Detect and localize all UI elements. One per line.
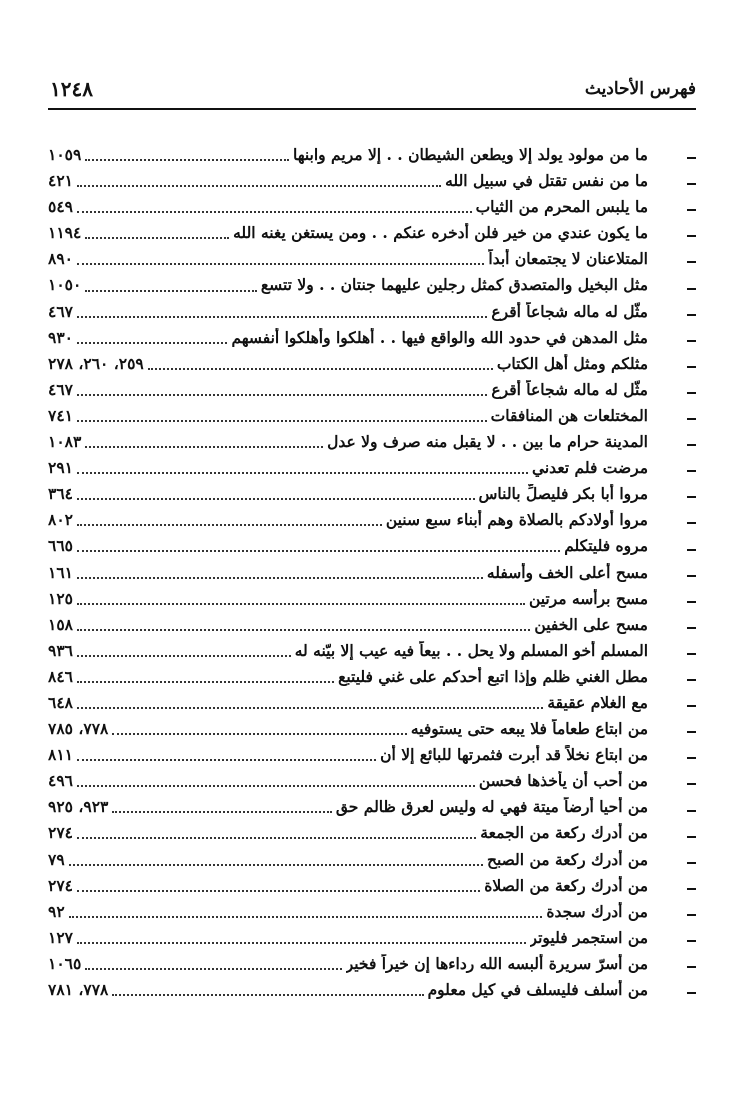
entry-text: من ابتاع طعاماً فلا يبعه حتى يستوفيه: [410, 719, 648, 739]
entry-dash: [652, 406, 696, 432]
entry-text: من أسلف فليسلف في كيل معلوم: [427, 980, 648, 999]
dot-leader: [77, 338, 227, 344]
entry-text: مثل البخيل والمتصدق كمثل رجلين عليهما جنتان . . ولا تتسع: [260, 275, 648, 295]
dot-leader: [112, 990, 423, 996]
dot-leader: [85, 155, 289, 161]
index-entry: [48, 797, 648, 823]
index-entry: [48, 406, 648, 432]
entry-dash: [652, 693, 696, 719]
entry-text: من أسرّ سريرة ألبسه الله رداءها إن خيراً فخير: [345, 953, 648, 973]
dot-leader: [77, 886, 480, 892]
index-entry: [48, 980, 648, 1006]
entry-reference-numbers: ٥٤٩: [48, 197, 73, 217]
entry-text: مسح أعلى الخف وأسفله: [486, 562, 648, 582]
dot-leader: [77, 390, 487, 396]
entry-dash: [652, 302, 696, 328]
dot-leader: [77, 546, 560, 552]
entry-text: مروا أولادكم بالصلاة وهم أبناء سبع سنين: [385, 510, 648, 530]
entry-dash: [652, 276, 696, 302]
entry-dash: [652, 850, 696, 876]
entry-text: من أدرك سجدة: [546, 901, 648, 921]
entry-text: المختلعات هن المنافقات: [490, 405, 648, 425]
entry-dash: [652, 563, 696, 589]
entry-reference-numbers: ٧٩: [48, 849, 65, 869]
dot-leader: [85, 286, 257, 292]
entry-text: المتلاعنان لا يجتمعان أبداً: [488, 249, 648, 269]
entry-text: من أدرك ركعة من الجمعة: [480, 823, 648, 843]
dot-leader: [77, 651, 291, 657]
dot-leader: [77, 781, 475, 787]
entry-reference-numbers: ١٠٥٩: [48, 145, 82, 164]
dot-leader: [77, 207, 472, 213]
entry-dash: [652, 510, 696, 536]
entry-reference-numbers: ٩٢: [48, 901, 65, 921]
dot-leader: [77, 259, 484, 265]
entry-reference-numbers: ١٠٨٣: [48, 432, 82, 452]
entry-text: ما من مولود يولد إلا ويطعن الشيطان . . إلا مريم وابنها: [293, 145, 648, 164]
index-entry: [48, 850, 648, 876]
dot-leader: [112, 729, 406, 735]
entry-text: مروه فليتكلم: [564, 536, 648, 556]
index-entry: [48, 458, 648, 484]
dot-leader: [69, 912, 543, 918]
dot-leader: [77, 833, 476, 839]
index-entry: [48, 823, 648, 849]
index-entry: [48, 719, 648, 745]
entry-dash: [652, 145, 696, 171]
entry-reference-numbers: ٤٦٧: [48, 301, 73, 321]
hadith-index-list: [48, 145, 648, 1006]
index-entry: [48, 145, 648, 171]
entry-text: مثّل له ماله شجاعاً أقرع: [491, 301, 648, 321]
entry-text: مسح برأسه مرتين: [528, 588, 648, 608]
entry-text: مروا أبا بكر فليصلِّ بالناس: [478, 484, 648, 504]
entry-reference-numbers: ٧٧٨، ٧٨١: [48, 980, 109, 999]
dot-leader: [112, 807, 331, 813]
entry-dash: [652, 641, 696, 667]
index-entry: [48, 275, 648, 301]
dot-leader: [77, 573, 483, 579]
entry-reference-numbers: ٢٧٤: [48, 823, 73, 843]
entry-dash: [652, 380, 696, 406]
entry-reference-numbers: ٨٠٢: [48, 510, 73, 530]
dot-leader: [85, 442, 323, 448]
entry-dash: [652, 667, 696, 693]
dot-leader: [77, 312, 487, 318]
page-number: ١٢٤٨: [50, 77, 93, 101]
dot-leader: [77, 625, 530, 631]
index-entry: [48, 249, 648, 275]
dot-leader: [148, 364, 493, 370]
entry-reference-numbers: ١٦١: [48, 562, 73, 582]
entry-text: من أحب أن يأخذها فحسن: [478, 771, 648, 791]
index-entry: [48, 745, 648, 771]
entry-text: المسلم أخو المسلم ولا يحل . . بيعاً فيه عيب إلا بيّنه له: [294, 640, 648, 660]
entry-reference-numbers: ١٠٥٠: [48, 275, 82, 295]
entry-reference-numbers: ١١٩٤: [48, 223, 82, 243]
entry-reference-numbers: ٨٩٠: [48, 249, 73, 269]
entry-reference-numbers: ٨٤٦: [48, 666, 73, 686]
index-entry: [48, 380, 648, 406]
entry-reference-numbers: ٣٦٤: [48, 484, 73, 504]
entry-text: مع الغلام عقيقة: [547, 692, 648, 712]
entry-dash: [652, 354, 696, 380]
entry-text: المدينة حرام ما بين . . لا يقبل منه صرف ولا عدل: [327, 432, 648, 452]
entry-reference-numbers: ١٢٧: [48, 927, 73, 947]
entry-reference-numbers: ٧٤١: [48, 405, 73, 425]
entry-text: مسح على الخفين: [534, 614, 648, 634]
index-entry: [48, 354, 648, 380]
entry-dash: [652, 876, 696, 902]
entry-reference-numbers: ٢٩١: [48, 458, 73, 478]
entry-dash: [652, 484, 696, 510]
entry-text: مطل الغني ظلم وإذا اتبع أحدكم على غني فليتبع: [338, 666, 648, 686]
dot-leader: [77, 416, 487, 422]
entry-dash: [652, 928, 696, 954]
index-title: فهرس الأحاديث: [584, 79, 696, 99]
entry-reference-numbers: ٩٣٠: [48, 327, 73, 347]
entry-dash: [652, 328, 696, 354]
index-entry: [48, 563, 648, 589]
index-entry: [48, 954, 648, 980]
entry-dash: [652, 197, 696, 223]
entry-dash: [652, 954, 696, 980]
entry-reference-numbers: ٧٧٨، ٧٨٥: [48, 719, 109, 739]
entry-dash: [652, 745, 696, 771]
entry-reference-numbers: ٦٤٨: [48, 692, 73, 712]
entry-reference-numbers: ٤٢١: [48, 171, 73, 191]
entry-text: ما يكون عندي من خير فلن أدخره عنكم . . ومن يستغن يغنه الله: [233, 223, 648, 243]
index-entry: [48, 876, 648, 902]
index-entry: [48, 171, 648, 197]
entry-text: من أدرك ركعة من الصلاة: [484, 875, 648, 895]
entry-dash: [652, 615, 696, 641]
entry-reference-numbers: ٤٩٦: [48, 771, 73, 791]
index-entry: [48, 223, 648, 249]
dot-leader: [77, 181, 441, 187]
index-entry: [48, 589, 648, 615]
entry-reference-numbers: ٨١١: [48, 745, 73, 765]
entry-reference-numbers: ٢٧٤: [48, 875, 73, 895]
entry-text: ما يلبس المحرم من الثياب: [475, 197, 648, 217]
entry-text: من أدرك ركعة من الصبح: [486, 849, 648, 869]
dot-leader: [85, 233, 229, 239]
index-entry: [48, 536, 648, 562]
index-entry: [48, 902, 648, 928]
dot-leader: [77, 599, 525, 605]
entry-dash: [652, 537, 696, 563]
dot-leader: [85, 964, 341, 970]
index-entry: [48, 328, 648, 354]
entry-text: مرضت فلم تعدني: [531, 458, 648, 478]
dot-leader: [77, 677, 334, 683]
index-entry: [48, 771, 648, 797]
dot-leader: [77, 755, 376, 761]
entry-dash: [652, 824, 696, 850]
entry-dash: [652, 980, 696, 1006]
entry-text: من أحيا أرضاً ميتة فهي له وليس لعرق ظالم حق: [335, 797, 648, 817]
entry-dash: [652, 589, 696, 615]
entry-dash: [652, 798, 696, 824]
entry-text: مثّل له ماله شجاعاً أقرع: [491, 379, 648, 399]
entry-dash: [652, 719, 696, 745]
entry-reference-numbers: ٦٦٥: [48, 536, 73, 556]
entry-dash: [652, 171, 696, 197]
dot-leader: [77, 520, 382, 526]
entry-reference-numbers: ١٢٥: [48, 588, 73, 608]
index-entry: [48, 641, 648, 667]
header-divider: [48, 108, 696, 110]
dot-leader: [77, 494, 475, 500]
entry-dash: [652, 249, 696, 275]
entry-dash: [652, 458, 696, 484]
entry-dash: [652, 902, 696, 928]
entry-dash: [652, 432, 696, 458]
entry-reference-numbers: ٢٥٩، ٢٦٠، ٢٧٨: [48, 353, 144, 373]
entry-reference-numbers: ١٠٦٥: [48, 953, 82, 973]
entry-dash: [652, 771, 696, 797]
entry-text: من ابتاع نخلاً قد أبرت فثمرتها للبائع إلا أن: [380, 745, 648, 765]
entry-text: ما من نفس تقتل في سبيل الله: [445, 171, 648, 191]
index-entry: [48, 484, 648, 510]
index-entry: [48, 510, 648, 536]
index-entry: [48, 432, 648, 458]
index-entry: [48, 615, 648, 641]
dot-leader: [77, 468, 528, 474]
entry-reference-numbers: ٤٦٧: [48, 379, 73, 399]
index-entry: [48, 302, 648, 328]
entry-reference-numbers: ٩٢٣، ٩٢٥: [48, 797, 109, 817]
index-entry: [48, 693, 648, 719]
entry-text: مثل المدهن في حدود الله والواقع فيها . . أهلكوا وأهلكوا أنفسهم: [231, 327, 648, 347]
page-header: [50, 74, 696, 104]
entry-text: من استجمر فليوتر: [529, 927, 648, 947]
entry-reference-numbers: ١٥٨: [48, 614, 73, 634]
dot-leader: [69, 860, 483, 866]
entry-reference-numbers: ٩٣٦: [48, 640, 73, 660]
index-entry: [48, 667, 648, 693]
entry-text: مثلكم ومثل أهل الكتاب: [496, 353, 648, 373]
index-entry: [48, 197, 648, 223]
dot-leader: [77, 938, 526, 944]
entry-dash: [652, 223, 696, 249]
dot-leader: [77, 703, 543, 709]
index-entry: [48, 928, 648, 954]
